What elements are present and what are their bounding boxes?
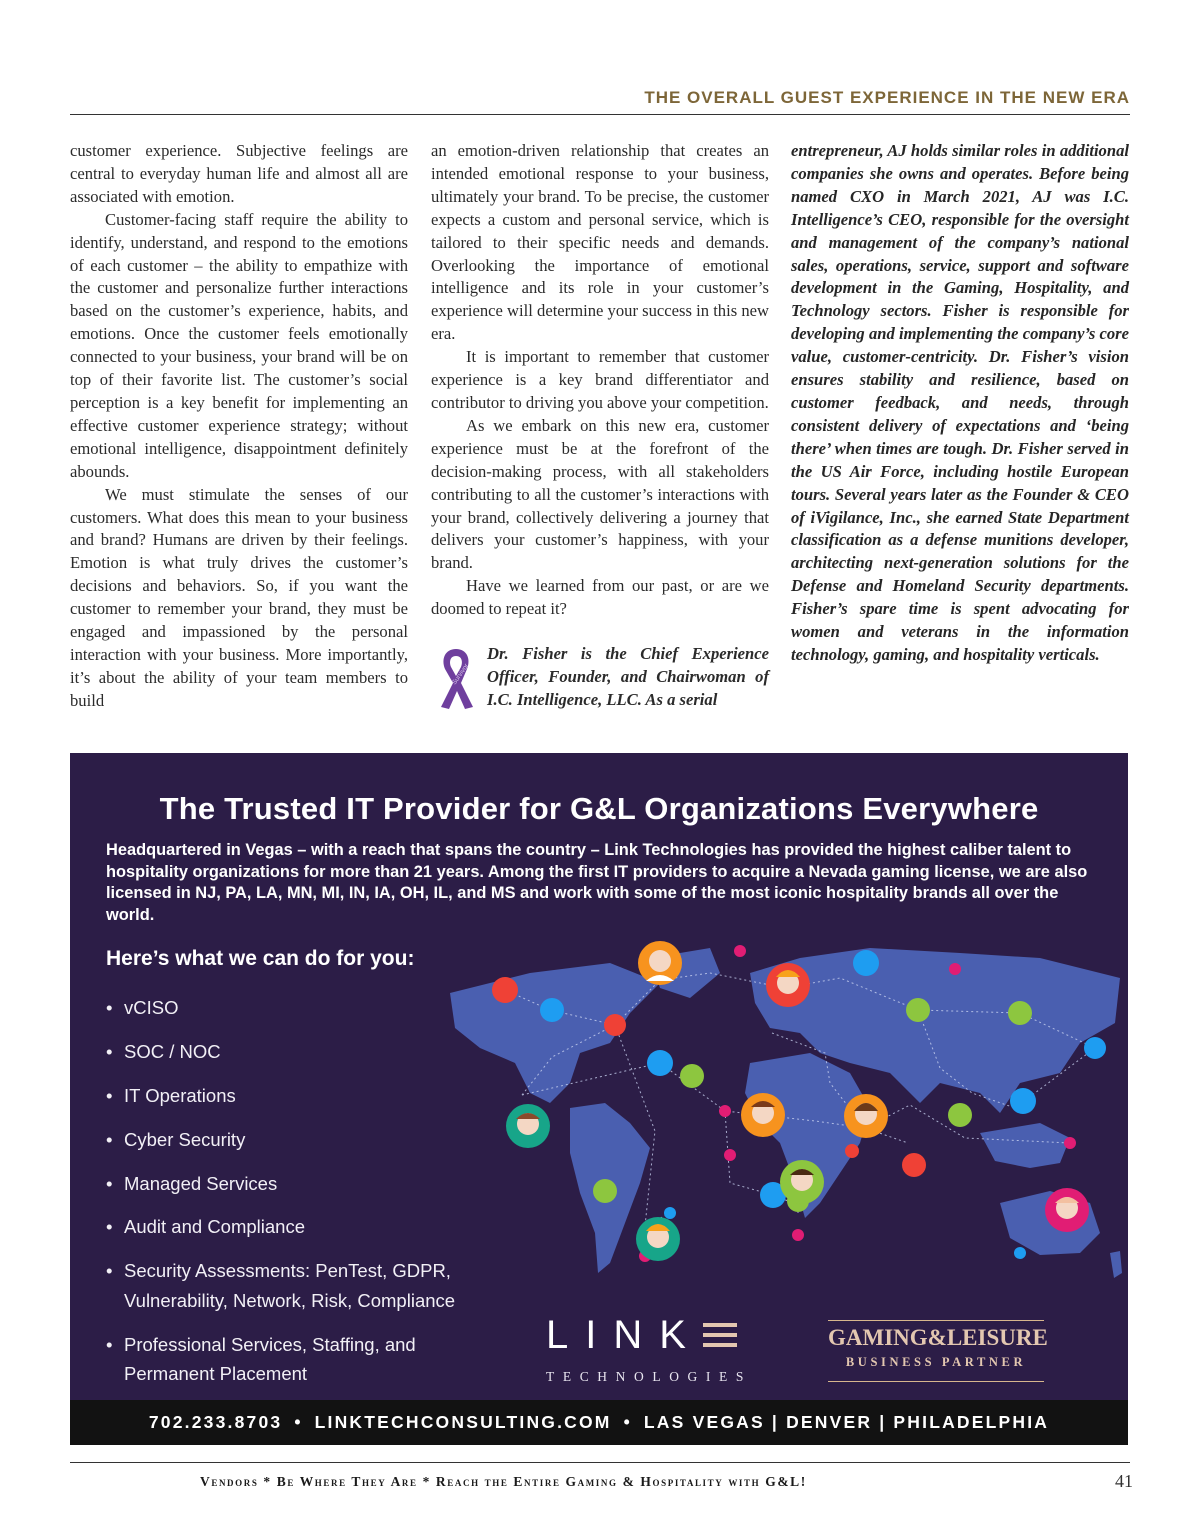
gaming-leisure-badge (828, 1320, 1048, 1382)
separator-dot: • (623, 1412, 632, 1432)
service-item: • SOC / NOC (106, 1037, 455, 1067)
article-column-3 (791, 140, 1129, 667)
advertisement (70, 753, 1128, 1445)
logo-bars-icon (703, 1323, 737, 1347)
avatar-icon (506, 1104, 550, 1148)
service-item: • Security Assessments: PenTest, GDPR, Vulnerability, Network, Risk, Compliance (106, 1256, 455, 1315)
footer-divider (70, 1462, 1130, 1463)
logo-subtitle: TECHNOLOGIES (546, 1369, 752, 1384)
services-list (106, 993, 455, 1403)
service-item: • Managed Services (106, 1169, 455, 1199)
article-paragraph: Customer-facing staff require the ability to identify, understand, and respond to the emotions of each customer – the ability to empathize with the customer and personalize further interactions based on the customer’s experience, habits, and emotions. Once the customer feels emotionally connected to your business, your brand will be on top of their favorite list. The customer’s social perception is a key benefit for implementing an effective customer experience strategy; without emotional intelligence, disappointment definitely abounds. (70, 209, 408, 481)
section-title: THE OVERALL GUEST EXPERIENCE IN THE NEW ERA (644, 88, 1130, 107)
ad-contact-bar (70, 1400, 1128, 1445)
article-paragraph: an emotion-driven relationship that creates an intended emotional response to your business, ultimately your brand. To be precise, the customer expects a custom and personal service, which is tailored to their specific needs and demands. Overlooking the importance of emotional intelligence and its role in your customer’s experience will determine your success in this new era. (431, 141, 769, 344)
ad-title: The Trusted IT Provider for G&L Organizations Everywhere (159, 791, 1039, 826)
article-column-1 (70, 140, 408, 713)
article-paragraph: As we embark on this new era, customer experience must be at the forefront of the decision-making process, with all stakeholders contributing to all the customer’s interactions with your brand, collectively delivering a journey that delivers your customer’s happiness, with your brand. (431, 415, 769, 573)
link-technologies-logo (546, 1315, 786, 1385)
service-item: • Cyber Security (106, 1125, 455, 1155)
article-paragraph: It is important to remember that customer experience is a key brand differentiator and contributor to driving you above your competition. (431, 347, 769, 412)
avatar-icon (844, 1094, 888, 1138)
avatar-icon (636, 1217, 680, 1261)
ad-subheading: Here’s what we can do for you: (106, 947, 415, 970)
separator-dot: • (294, 1412, 303, 1432)
footer-tagline: Vendors * Be Where They Are * Reach the Entire Gaming & Hospitality with G&L! (200, 1474, 807, 1489)
article-column-2 (431, 140, 769, 712)
service-item: • IT Operations (106, 1081, 455, 1111)
ribbon-label: Survivor (450, 662, 471, 687)
bio-continued: entrepreneur, AJ holds similar roles in additional companies she owns and operates. Before being named CXO in March 2021, AJ was I.C. Intelligence’s CEO, responsible for the oversight and management of the company’s national sales, operations, service, support and software development in the Gaming, Hospitality, and Technology sectors. Fisher is responsible for developing and implementing the company’s core value, customer-centricity. Dr. Fisher’s vision ensures stability and resilience, based on customer feedback, and needs, through consistent delivery of expectations and ‘being there’ when times are tough. Dr. Fisher served in the US Air Force, including hostile European tours. Several years later as the Founder & CEO of iVigilance, Inc., she earned State Department classification as a defense munitions developer, architecting next-generation solutions for the Defense and Homeland Security departments. Fisher’s spare time is spent advocating for women and veterans in the information technology, gaming, and hospitality verticals. (791, 141, 1129, 664)
ad-cities: LAS VEGAS | DENVER | PHILADELPHIA (643, 1412, 1050, 1432)
ad-intro: Headquartered in Vegas – with a reach that spans the country – Link Technologies has provided the highest caliber talent to hospitality organizations for more than 21 years. Among the first IT providers to acquire a Nevada gaming license, we are also licensed in NJ, PA, LA, MN, MI, IN, IA, OH, IL, and MS and work with some of the most iconic hospitality brands all over the world. (106, 841, 1088, 924)
service-item: • Audit and Compliance (106, 1212, 455, 1242)
avatar-icon (766, 963, 810, 1007)
page-number: 41 (1115, 1471, 1133, 1491)
article-paragraph: Have we learned from our past, or are we doomed to repeat it? (431, 576, 769, 619)
avatar-icon (1045, 1188, 1089, 1232)
article-paragraph: customer experience. Subjective feelings are central to everyday human life and almost all are associated with emotion. (70, 141, 408, 206)
article-paragraph: We must stimulate the senses of our customers. What does this mean to your business and brand? Humans are driven by their feelings. Emotion is what truly drives the customer’s decisions and behaviors. So, if you want the customer to remember your brand, they must be engaged and impassioned by the personal interaction with your business. More importantly, it’s about the ability of your team members to build (70, 484, 408, 710)
world-map-network (420, 933, 1128, 1303)
badge-subtitle: BUSINESS PARTNER (845, 1355, 1027, 1369)
badge-name: GAMING&LEISURE (828, 1325, 1048, 1350)
avatar-icon (780, 1160, 824, 1204)
awareness-ribbon-icon (431, 645, 481, 711)
service-item: • vCISO (106, 993, 455, 1023)
author-bio (431, 643, 769, 712)
header-divider (70, 114, 1130, 115)
bio-intro: Dr. Fisher is the Chief Experience Officer, Founder, and Chairwoman of I.C. Intelligence, LLC. As a serial (487, 644, 769, 709)
service-item: • Professional Services, Staffing, and Permanent Placement (106, 1330, 455, 1389)
ad-phone: 702.233.8703 (148, 1412, 283, 1432)
ad-website: LINKTECHCONSULTING.COM (314, 1412, 612, 1432)
logo-wordmark: LINK (546, 1313, 703, 1357)
avatar-icon (638, 941, 682, 985)
avatar-icon (741, 1093, 785, 1137)
